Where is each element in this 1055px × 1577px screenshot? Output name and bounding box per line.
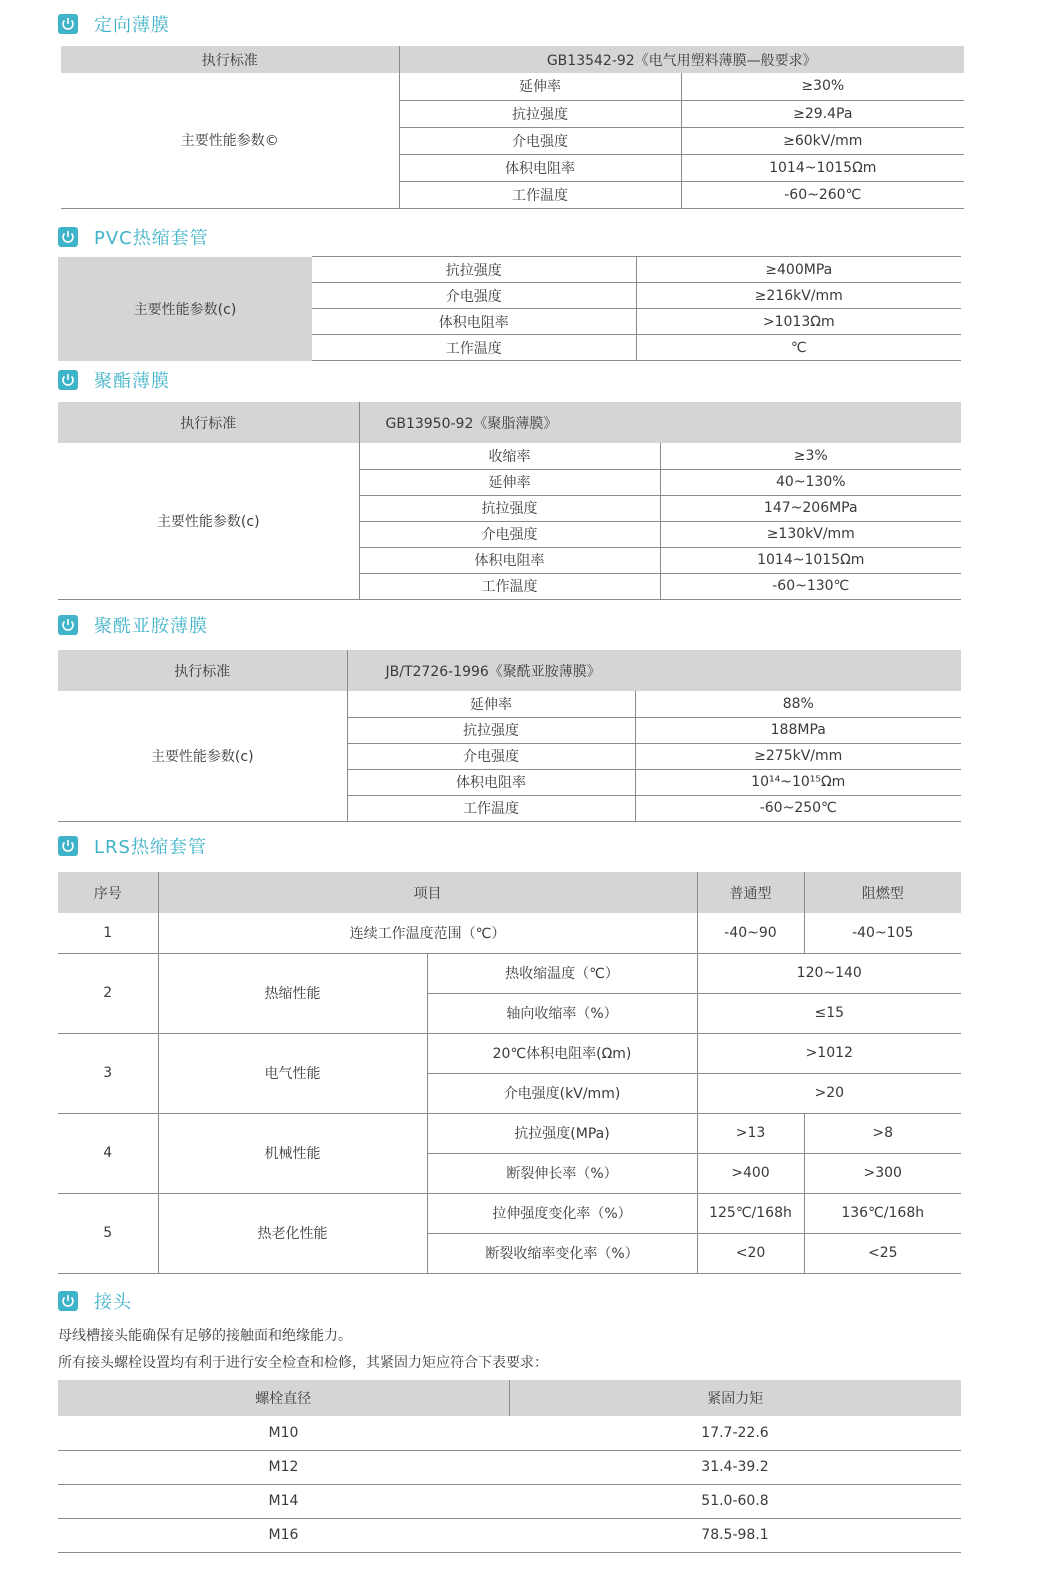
row-torque: 31.4-39.2 [509,1450,961,1484]
header-no: 序号 [58,872,158,913]
header-item: 项目 [158,872,697,913]
row-name: 抗拉强度 [359,495,660,521]
row-name: 延伸率 [347,691,635,717]
row-group: 热缩性能 [158,953,427,1033]
row-flame: >300 [804,1153,961,1193]
param-label: 主要性能参数(c) [58,691,347,821]
row-value: -60~250℃ [635,795,961,821]
row-value: ≥3% [660,443,961,469]
row-sub-name: 拉伸强度变化率（%） [427,1193,697,1233]
std-value: GB13950-92《聚脂薄膜》 [359,402,961,443]
param-label: 主要性能参数© [61,73,399,208]
section-title-pvc-sleeve: PVC热缩套管 [58,224,209,250]
header-flame: 阻燃型 [804,872,961,913]
row-group: 热老化性能 [158,1193,427,1273]
row-group: 机械性能 [158,1113,427,1193]
section-title-polyester-film: 聚酯薄膜 [58,367,170,393]
row-name: 介电强度 [347,743,635,769]
row-torque: 51.0-60.8 [509,1484,961,1518]
std-label: 执行标准 [58,650,347,691]
row-torque: 78.5-98.1 [509,1518,961,1552]
section-title-lrs-sleeve: LRS热缩套管 [58,833,207,859]
row-sub-name: 抗拉强度(MPa) [427,1113,697,1153]
row-sub-value: >1012 [697,1033,961,1073]
row-bolt: M12 [58,1450,509,1484]
row-normal: >13 [697,1113,804,1153]
row-value: 10¹⁴~10¹⁵Ωm [635,769,961,795]
param-label: 主要性能参数(c) [58,443,359,599]
row-value: -60~130℃ [660,573,961,599]
lrs-sleeve-table [58,872,961,1274]
row-flame: -40~105 [804,913,961,953]
row-sub-name: 热收缩温度（℃） [427,953,697,993]
power-icon [58,370,78,390]
row-sub-name: 轴向收缩率（%） [427,993,697,1033]
row-name: 工作温度 [399,181,681,208]
row-bolt: M14 [58,1484,509,1518]
row-bolt: M16 [58,1518,509,1552]
row-no: 1 [58,913,158,953]
row-value: ≥60kV/mm [681,127,964,154]
power-icon [58,1291,78,1311]
row-value: ≥400MPa [636,257,961,283]
row-name: 延伸率 [399,73,681,100]
row-bolt: M10 [58,1416,509,1450]
section-title-polyimide-film: 聚酰亚胺薄膜 [58,612,208,638]
row-value: 1014~1015Ωm [660,547,961,573]
polyester-film-table [58,402,961,600]
row-normal: 125℃/168h [697,1193,804,1233]
row-sub-name: 断裂收缩率变化率（%） [427,1233,697,1273]
row-value: ℃ [636,335,961,361]
row-sub-name: 介电强度(kV/mm) [427,1073,697,1113]
row-value: 40~130% [660,469,961,495]
row-value: ≥30% [681,73,964,100]
header-normal: 普通型 [697,872,804,913]
row-no: 5 [58,1193,158,1273]
row-name: 抗拉强度 [347,717,635,743]
row-value: ≥216kV/mm [636,283,961,309]
row-value: 88% [635,691,961,717]
row-name: 体积电阻率 [312,309,636,335]
std-value: GB13542-92《电气用塑料薄膜—般要求》 [399,46,964,73]
section-title-joint: 接头 [58,1288,132,1314]
row-value: ≥130kV/mm [660,521,961,547]
row-group: 电气性能 [158,1033,427,1113]
row-sub-value: ≤15 [697,993,961,1033]
row-value: 147~206MPa [660,495,961,521]
row-sub-value: 120~140 [697,953,961,993]
row-value: ≥29.4Pa [681,100,964,127]
std-label: 执行标准 [58,402,359,443]
power-icon [58,14,78,34]
header-bolt: 螺栓直径 [58,1380,509,1416]
row-value: >1013Ωm [636,309,961,335]
row-value: 188MPa [635,717,961,743]
row-value: 1014~1015Ωm [681,154,964,181]
row-sub-name: 20℃体积电阻率(Ωm) [427,1033,697,1073]
row-value: ≥275kV/mm [635,743,961,769]
row-name: 工作温度 [312,335,636,361]
param-label: 主要性能参数(c) [58,257,312,361]
row-name: 收缩率 [359,443,660,469]
row-name: 介电强度 [312,283,636,309]
joint-note-2: 所有接头螺栓设置均有利于进行安全检查和检修，其紧固力矩应符合下表要求： [58,1355,548,1371]
row-name: 体积电阻率 [347,769,635,795]
row-no: 3 [58,1033,158,1113]
bolt-torque-table [58,1380,961,1553]
row-normal: >400 [697,1153,804,1193]
row-name: 介电强度 [399,127,681,154]
power-icon [58,227,78,247]
row-name: 工作温度 [359,573,660,599]
row-no: 2 [58,953,158,1033]
oriented-film-table [61,46,964,209]
row-name: 工作温度 [347,795,635,821]
row-name: 体积电阻率 [359,547,660,573]
row-value: -60~260℃ [681,181,964,208]
row-item: 连续工作温度范围（℃） [158,913,697,953]
row-sub-name: 断裂伸长率（%） [427,1153,697,1193]
row-flame: >8 [804,1113,961,1153]
row-name: 抗拉强度 [312,257,636,283]
power-icon [58,615,78,635]
polyimide-film-table [58,650,961,822]
header-torque: 紧固力矩 [509,1380,961,1416]
row-no: 4 [58,1113,158,1193]
joint-note-1: 母线槽接头能确保有足够的接触面和绝缘能力。 [58,1328,352,1344]
pvc-sleeve-table [58,256,961,361]
row-name: 介电强度 [359,521,660,547]
section-title-oriented-film: 定向薄膜 [58,11,170,37]
power-icon [58,836,78,856]
row-flame: <25 [804,1233,961,1273]
row-flame: 136℃/168h [804,1193,961,1233]
row-sub-value: >20 [697,1073,961,1113]
row-name: 延伸率 [359,469,660,495]
std-value: JB/T2726-1996《聚酰亚胺薄膜》 [347,650,961,691]
row-name: 抗拉强度 [399,100,681,127]
row-name: 体积电阻率 [399,154,681,181]
std-label: 执行标准 [61,46,399,73]
row-normal: -40~90 [697,913,804,953]
row-torque: 17.7-22.6 [509,1416,961,1450]
row-normal: <20 [697,1233,804,1273]
